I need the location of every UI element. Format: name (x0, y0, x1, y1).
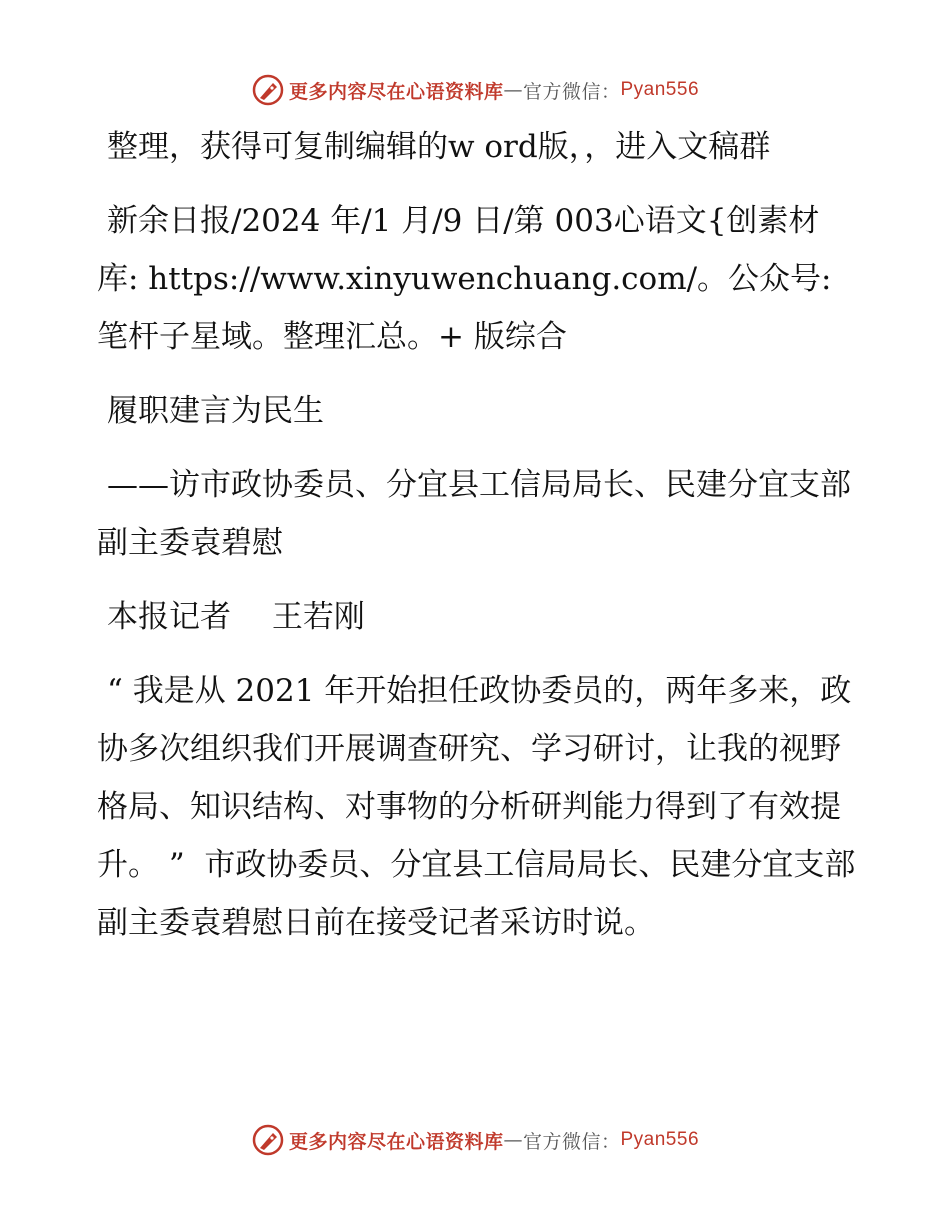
document-body (97, 118, 857, 968)
header-watermark-banner (0, 70, 950, 110)
banner-wechat-id: Pyan556 (620, 79, 700, 100)
pen-nib-circle-icon (251, 1123, 285, 1157)
banner-wechat-id: Pyan556 (620, 1129, 700, 1150)
article-title: 履职建言为民生 (107, 393, 324, 429)
banner-separator: — (503, 79, 523, 101)
paragraph-note: 整理，获得可复制编辑的w ord版，，进入文稿群 (107, 129, 771, 165)
banner-sub-text: 官方微信： (522, 80, 621, 103)
paragraph-source: 新余日报/2024 年/1 月/9 日/第 003心语文{创素材库: https://www.xinyuwenchuang.com/。公众号: 笔杆子星域。整理汇总。+ 版综合 (97, 203, 842, 355)
article-byline: 本报记者 王若刚 (107, 599, 365, 635)
article-body-paragraph: “ 我是从 2021 年开始担任政协委员的，两年多来，政协多次组织我们开展调查研究、学习研讨，让我的视野格局、知识结构、对事物的分析研判能力得到了有效提升。 ” 市政协委员、分宜县工信局局长、民建分宜支部副主委袁碧慰日前在接受记者采访时说。 (97, 673, 856, 941)
banner-main-text: 更多内容尽在心语资料库 (288, 1130, 504, 1153)
footer-watermark-banner (0, 1120, 950, 1160)
article-subtitle: ——访市政协委员、分宜县工信局局长、民建分宜支部副主委袁碧慰 (97, 467, 851, 561)
banner-separator: — (503, 1129, 523, 1151)
banner-main-text: 更多内容尽在心语资料库 (288, 80, 504, 103)
banner-sub-text: 官方微信： (522, 1130, 621, 1153)
pen-nib-circle-icon (251, 73, 285, 107)
